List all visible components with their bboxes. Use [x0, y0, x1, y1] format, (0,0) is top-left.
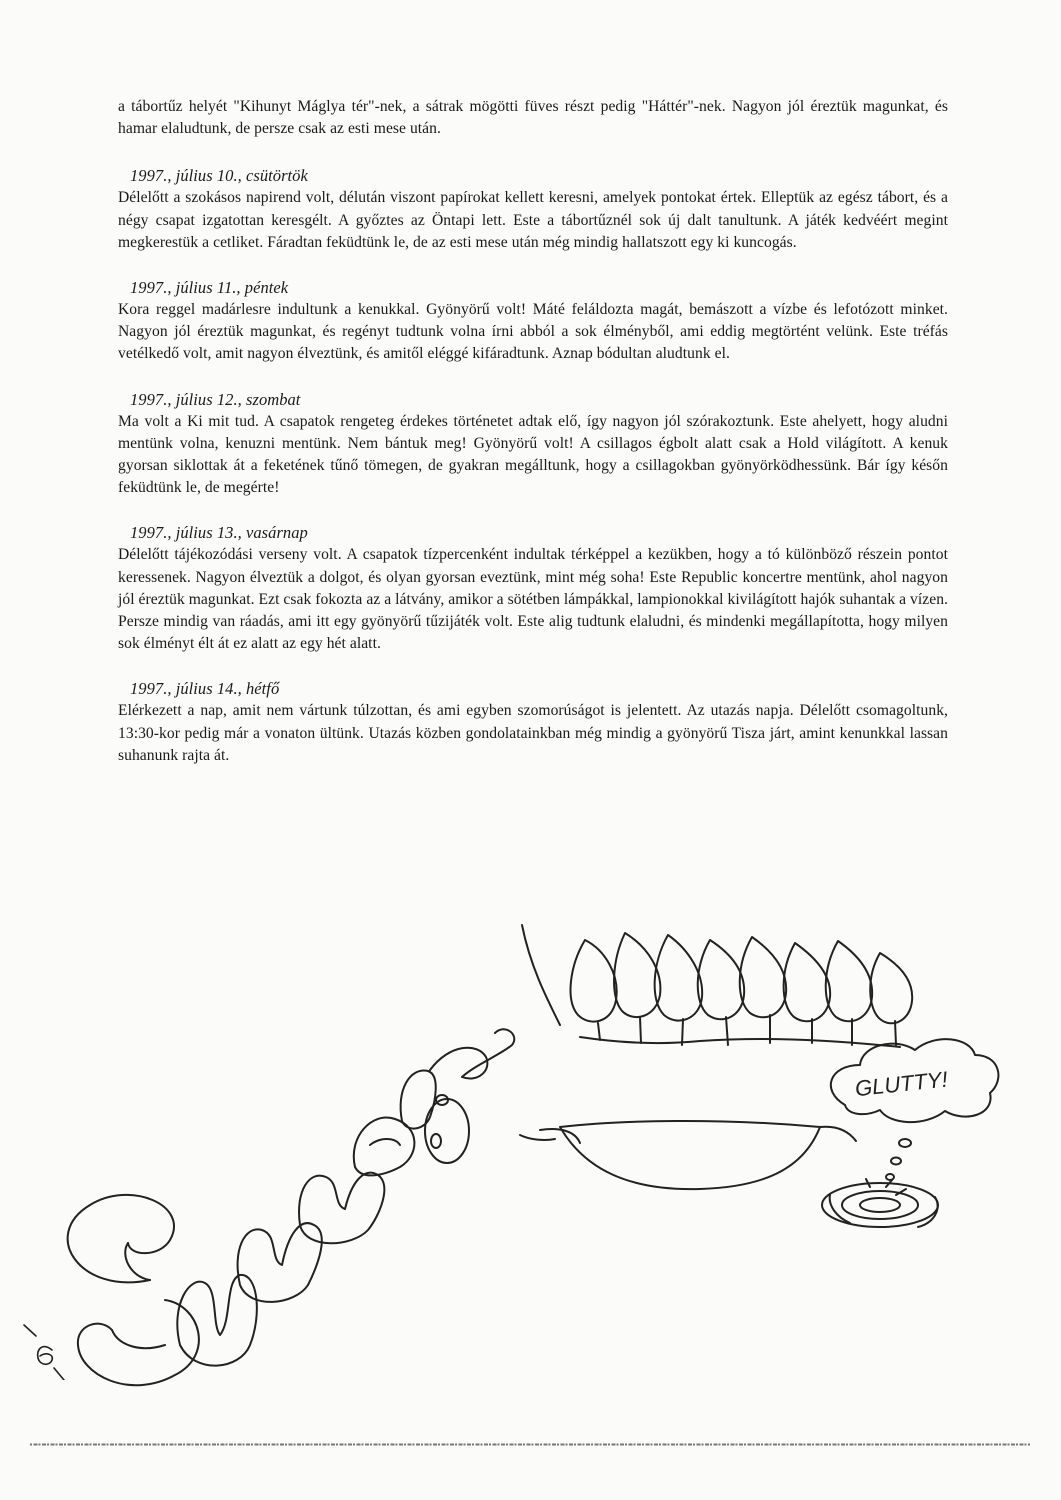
tree-line — [522, 925, 912, 1047]
footer-dotted-rule — [30, 1442, 1030, 1447]
handwritten-page-number — [22, 1320, 72, 1380]
entry-text: Ma volt a Ki mit tud. A csapatok rengeteg érdekes történetet adtak elő, így nagyon jól szórakoztunk. Este ahelyett, hogy aludni mentünk volna, kenuzni mentünk. Nem bántuk meg! Gyönyörű volt! A csillagos égbolt alatt csak a Hold világított. A kenuk gyorsan siklottak át a feketének tűnő tömegen, de gyakran megálltunk, hogy a csillagokban gyönyörködhessünk. Bár így későn feküdtünk le, de megérte! — [118, 412, 948, 497]
diary-entry — [118, 164, 948, 254]
entry-date: 1997., július 14., hétfő — [130, 679, 280, 699]
diary-entry — [118, 677, 948, 767]
summer-bubble-lettering — [68, 1029, 515, 1385]
hand-drawn-illustration — [0, 905, 1061, 1425]
page-number-text: 6 — [34, 1360, 35, 1361]
entry-text: Elérkezett a nap, amit nem vártunk túlzottan, és ami egyben szomorúságot is jelentett. Az utazás napja. Délelőtt csomagoltunk, 13:30-kor pedig már a vonaton ültünk. Utazás közben gondolatainkban még mindig a gyönyörű Tisza járt, amint kenunkkal lassan suhanunk rajta át. — [118, 702, 948, 764]
diary-entry — [118, 521, 948, 655]
canoe-drawing — [520, 1121, 856, 1189]
thought-bubble — [831, 1039, 999, 1180]
entry-text: Kora reggel madárlesre indultunk a kenukkal. Gyönyörű volt! Máté feláldozta magát, bemászott a vízbe és lefotózott minket. Nagyon jól éreztük magunkat, és regényt tudtunk volna írni abból a sok élményből, ami eddig megtörtént velünk. Este tréfás vetélkedő volt, amit nagyon élveztünk, és amitől eléggé kifáradtunk. Aznap bódultan aludtunk el. — [118, 301, 948, 363]
diary-entry — [118, 388, 948, 500]
speech-bubble-text: GLUTTY! — [853, 1066, 949, 1102]
entry-date: 1997., július 10., csütörtök — [130, 166, 308, 186]
entry-date: 1997., július 11., péntek — [130, 278, 289, 298]
intro-paragraph: a tábortűz helyét "Kihunyt Máglya tér"-nek, a sátrak mögötti füves részt pedig "Háttér"-nek. Nagyon jól éreztük magunkat, és hamar elaludtunk, de persze csak az esti mese után. — [118, 98, 948, 138]
water-ripples — [822, 1179, 938, 1227]
diary-text — [118, 96, 948, 789]
diary-entry — [118, 276, 948, 366]
entry-text: Délelőtt a szokásos napirend volt, délután viszont papírokat kellett keresni, amelyek pontokat értek. Elleptük az egész tábort, és a négy csapat izgatottan keresgélt. A győztes az Öntapi lett. Este a tábortűznél sok új dalt tanultunk. A játék kedvéért megint megkerestük a cetliket. Fáradtan feküdtünk le, de az esti mese után még mindig hallatszott egy ki kuncogás. — [118, 189, 948, 251]
entry-date: 1997., július 12., szombat — [130, 389, 301, 409]
entry-date: 1997., július 13., vasárnap — [130, 523, 308, 543]
entry-text: Délelőtt tájékozódási verseny volt. A csapatok tízpercenként indultak térképpel a kezükben, hogy a tó különböző részein pontot keressenek. Nagyon élveztük a dolgot, és olyan gyorsan eveztünk, mint még soha! Este Republic koncertre mentünk, ahol nagyon jól éreztük magunkat. Ezt csak fokozta az a látvány, amikor a sötétben lámpákkal, lampionokkal kivilágított hajók suhantak a vízen. Persze mindig van ráadás, ami itt egy gyönyörű tűzijáték volt. Este alig tudtunk elaludni, és mindenki megállapította, hogy milyen sok élményt élt át ez alatt az egy hét alatt. — [118, 546, 949, 653]
